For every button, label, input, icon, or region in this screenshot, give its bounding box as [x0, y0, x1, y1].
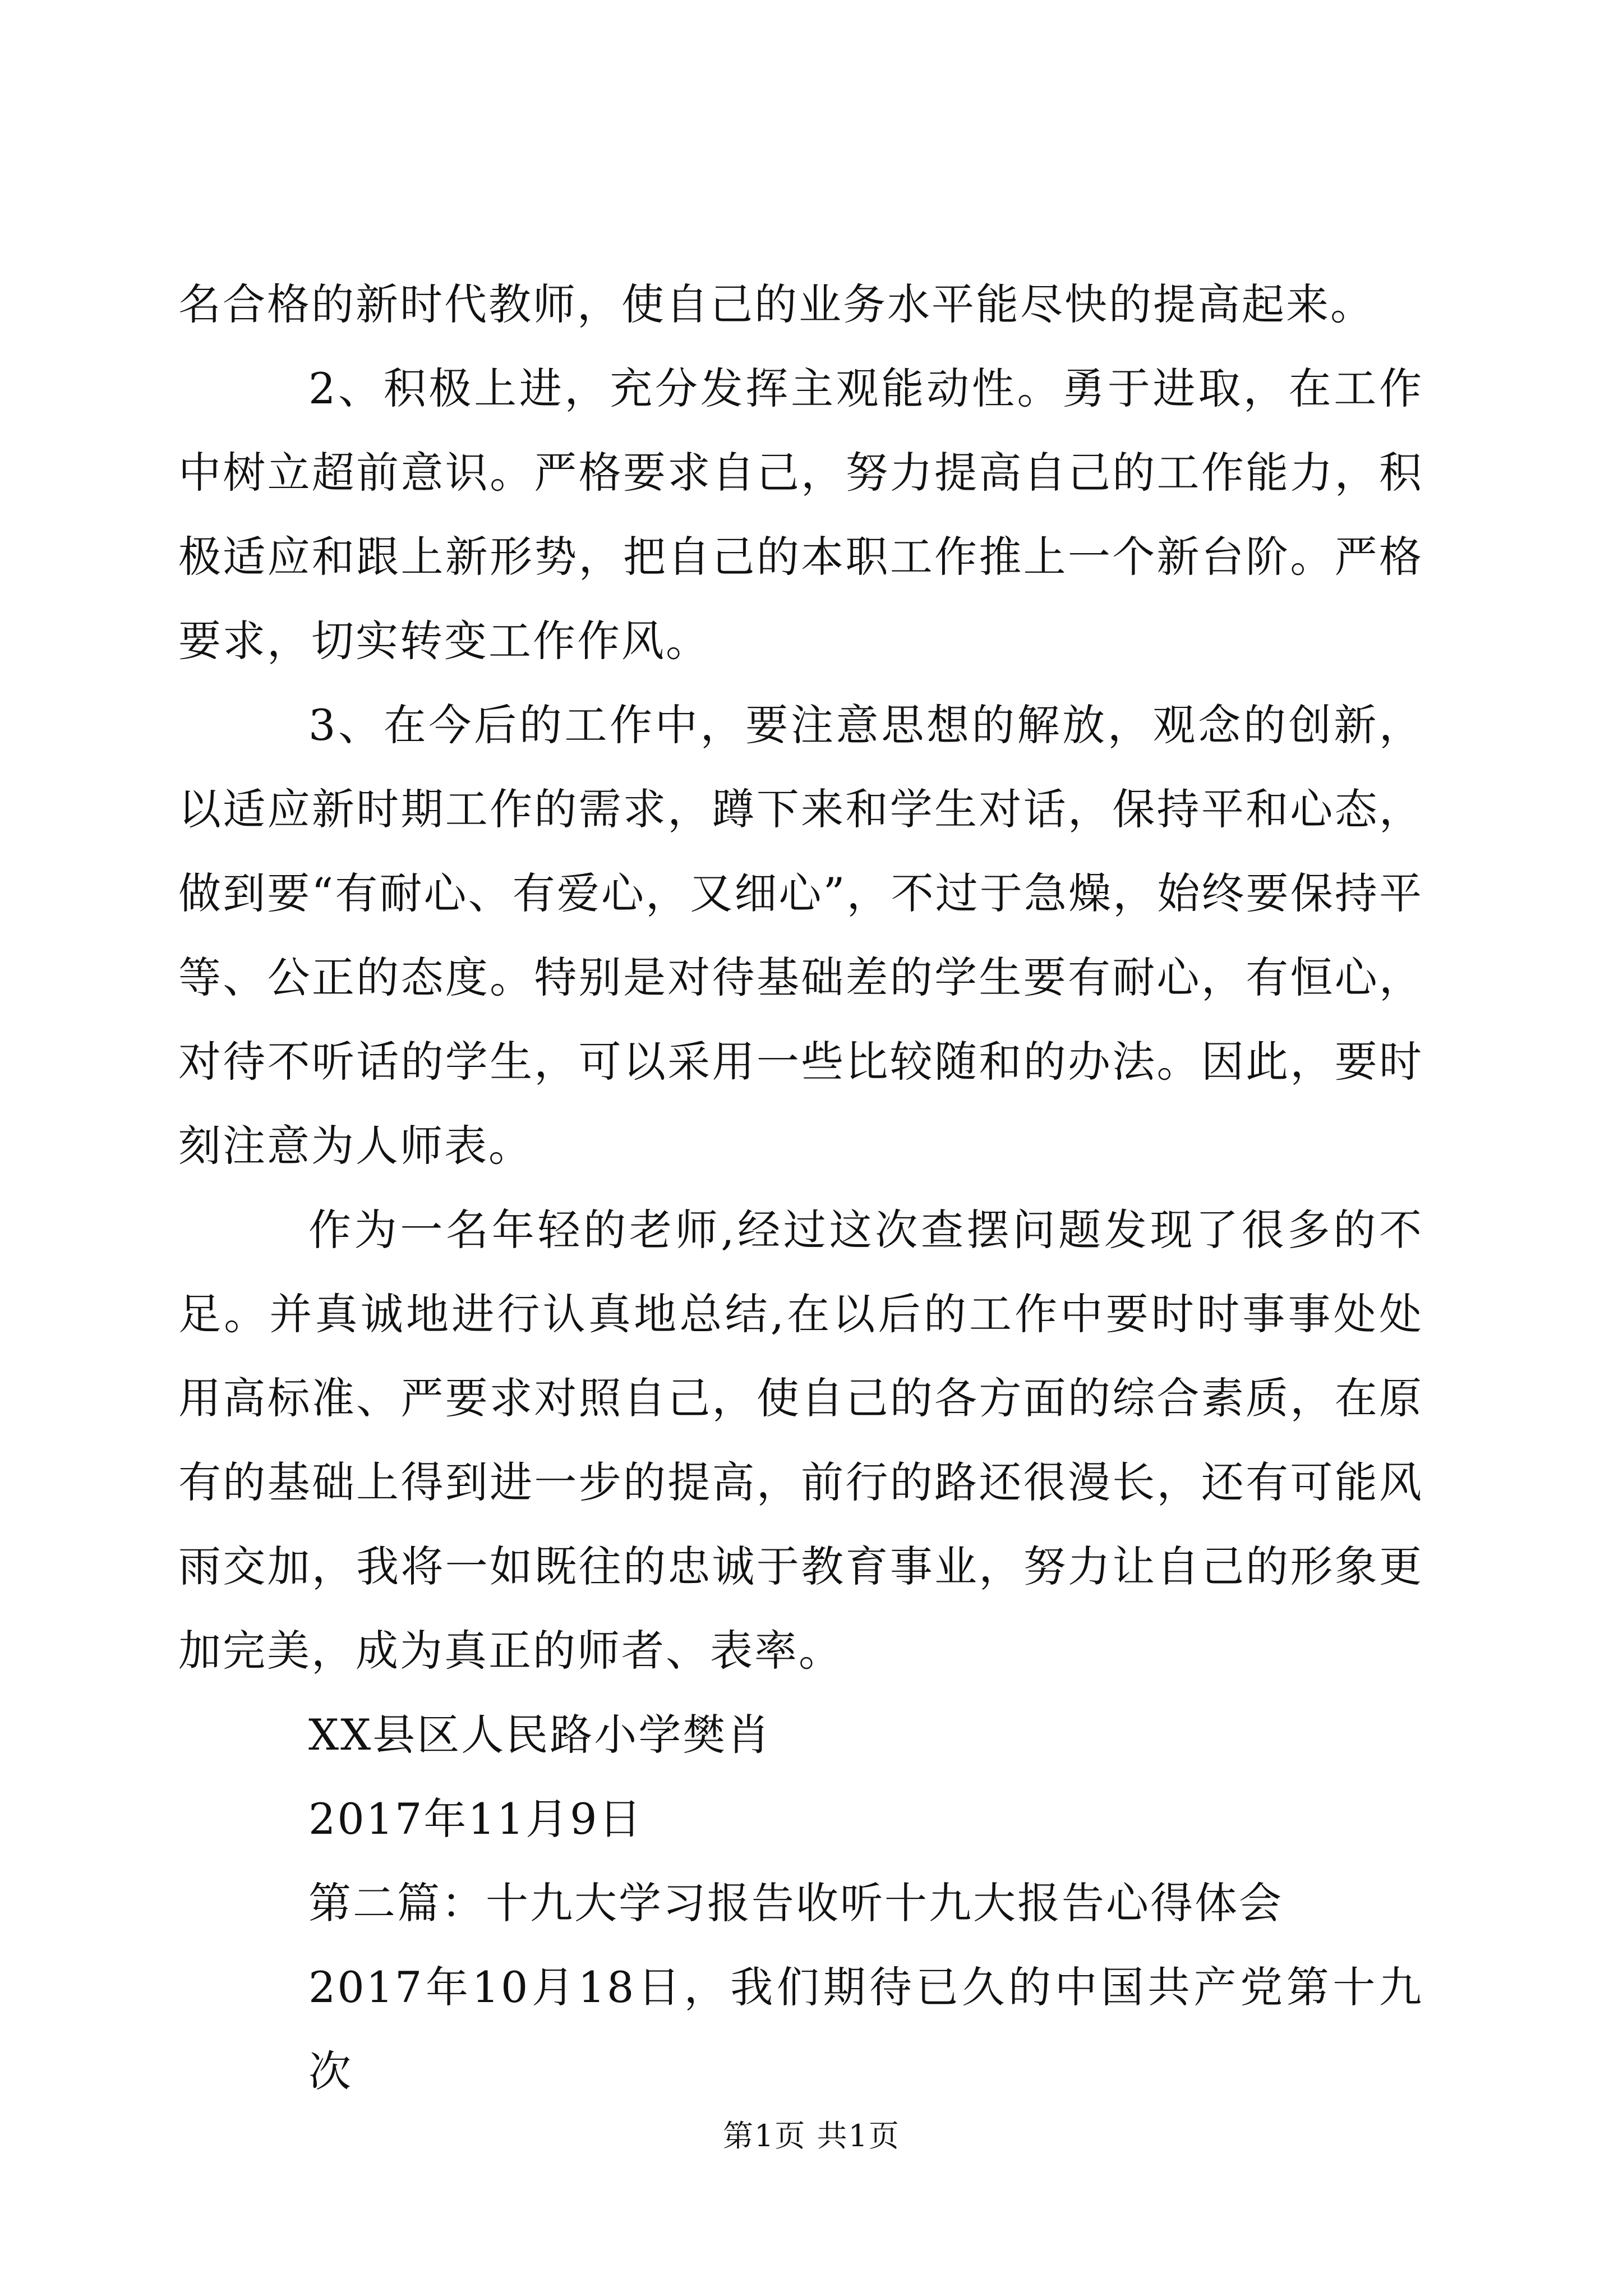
paragraph-continuation: 名合格的新时代教师，使自己的业务水平能尽快的提高起来。: [178, 279, 1375, 329]
paragraph-section-two-start: 2017年10月18日，我们期待已久的中国共产党第十九次: [308, 1962, 1423, 2096]
date: 2017年11月9日: [308, 1794, 643, 1844]
paragraph-item-2: 2、积极上进，充分发挥主观能动性。勇于进取，在工作中树立超前意识。严格要求自己，努力提高自己的工作能力，积极适应和跟上新形势，把自己的本职工作推上一个新台阶。严格要求，切实转变工作作风。: [178, 364, 1423, 666]
paragraph-item-3: 3、在今后的工作中，要注意思想的解放，观念的创新，以适应新时期工作的需求，蹲下来和学生对话，保持平和心态，做到要“有耐心、有爱心，又细心”，不过于急燥，始终要保持平等、公正的态度。特别是对待基础差的学生要有耐心，有恒心，对待不听话的学生，可以采用一些比较随和的办法。因此，要时刻注意为人师表。: [178, 700, 1423, 1171]
paragraph-conclusion: 作为一名年轻的老师,经过这次查摆问题发现了很多的不足。并真诚地进行认真地总结,在以后的工作中要时时事事处处用高标准、严要求对照自己，使自己的各方面的综合素质，在原有的基础上得到进一步的提高，前行的路还很漫长，还有可能风雨交加，我将一如既往的忠诚于教育事业，努力让自己的形象更加完美，成为真正的师者、表率。: [178, 1205, 1423, 1676]
section-title: 第二篇：十九大学习报告收听十九大报告心得体会: [308, 1878, 1283, 1928]
page-number-label: 第1页 共1页: [723, 2118, 900, 2154]
document-body: [178, 263, 1423, 2114]
page-footer: [0, 2114, 1623, 2159]
signature: XX县区人民路小学樊肖: [308, 1710, 772, 1760]
